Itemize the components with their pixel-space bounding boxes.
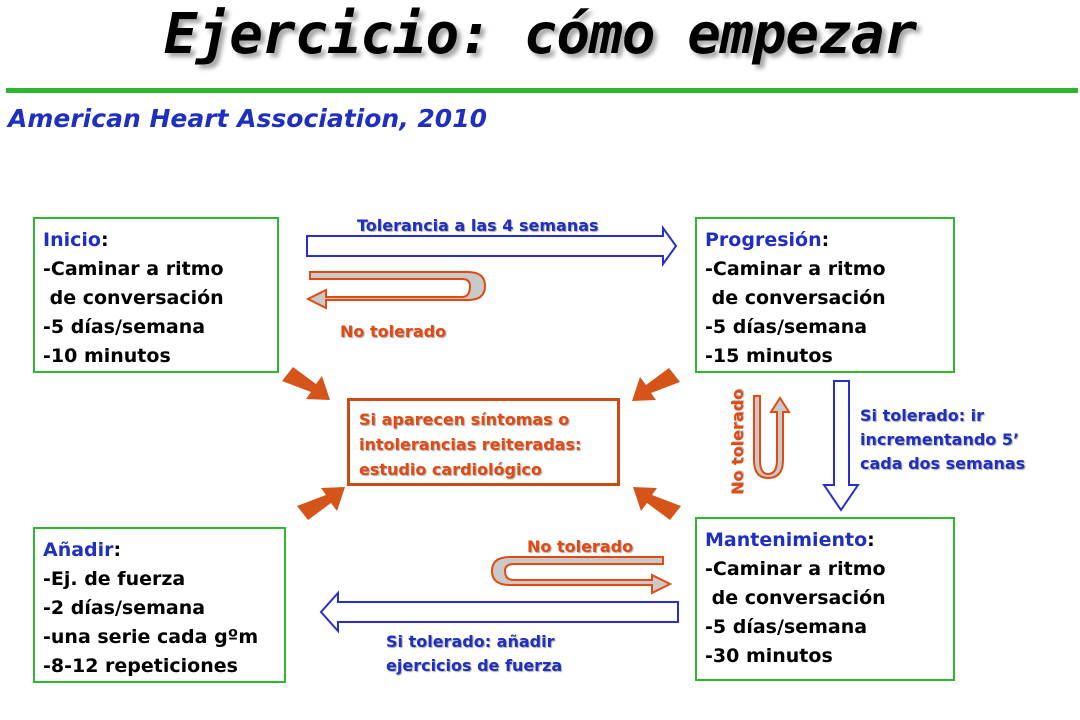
progresion-to-mantenimiento-arrow xyxy=(824,381,858,510)
no-tolerado-right-label: No tolerado xyxy=(728,388,747,496)
inicio-heading: Inicio: xyxy=(43,229,109,251)
no-tolerado-top-loop xyxy=(308,272,485,308)
mantenimiento-box xyxy=(695,517,955,681)
mantenimiento-line: de conversación xyxy=(705,587,886,609)
anadir-line: -una serie cada gºm xyxy=(43,626,259,648)
anadir-line: -8-12 repeticiones xyxy=(43,655,238,677)
mantenimiento-line: -30 minutos xyxy=(705,645,833,667)
cardiology-warning-box xyxy=(347,398,620,486)
inicio-line: -Caminar a ritmo xyxy=(43,258,224,280)
no-tolerado-top-label: No tolerado xyxy=(340,322,447,341)
inicio-to-center-arrow xyxy=(282,367,330,400)
inicio-line: -10 minutos xyxy=(43,345,171,367)
mantenimiento-line: -5 días/semana xyxy=(705,616,868,638)
slide-subtitle: American Heart Association, 2010 xyxy=(8,104,487,133)
inicio-line: -5 días/semana xyxy=(43,316,206,338)
tolerancia-label: Tolerancia a las 4 semanas xyxy=(357,216,599,235)
no-tolerado-right-loop xyxy=(754,396,789,478)
anadir-box xyxy=(33,527,286,683)
anadir-line: -Ej. de fuerza xyxy=(43,568,186,590)
warning-line: estudio cardiológico xyxy=(359,460,542,479)
si-tolerado-ir-label: Si tolerado: ir incrementando 5’ cada dos semanas xyxy=(860,406,1026,473)
progresion-to-center-arrow xyxy=(632,368,680,401)
si-tolerado-anadir-label: Si tolerado: añadir ejercicios de fuerza xyxy=(386,632,563,675)
no-tolerado-bottom-loop xyxy=(492,557,670,593)
progresion-line: de conversación xyxy=(705,287,886,309)
anadir-heading: Añadir: xyxy=(43,539,122,561)
anadir-to-center-arrow xyxy=(297,487,345,520)
warning-line: Si aparecen síntomas o xyxy=(359,410,570,429)
no-tolerado-bottom-label: No tolerado xyxy=(527,537,634,556)
slide-title: Ejercicio: cómo empezar xyxy=(163,2,917,67)
progresion-line: -5 días/semana xyxy=(705,316,868,338)
mantenimiento-line: -Caminar a ritmo xyxy=(705,558,886,580)
mantenimiento-to-anadir-arrow xyxy=(321,593,678,631)
warning-line: intolerancias reiteradas: xyxy=(359,435,582,454)
progresion-line: -Caminar a ritmo xyxy=(705,258,886,280)
anadir-line: -2 días/semana xyxy=(43,597,206,619)
progresion-heading: Progresión: xyxy=(705,229,830,251)
progresion-line: -15 minutos xyxy=(705,345,833,367)
inicio-line: de conversación xyxy=(43,287,224,309)
mantenimiento-heading: Mantenimiento: xyxy=(705,529,875,551)
mantenimiento-to-center-arrow xyxy=(633,487,681,520)
inicio-box xyxy=(33,217,279,373)
progresion-box xyxy=(695,217,955,373)
